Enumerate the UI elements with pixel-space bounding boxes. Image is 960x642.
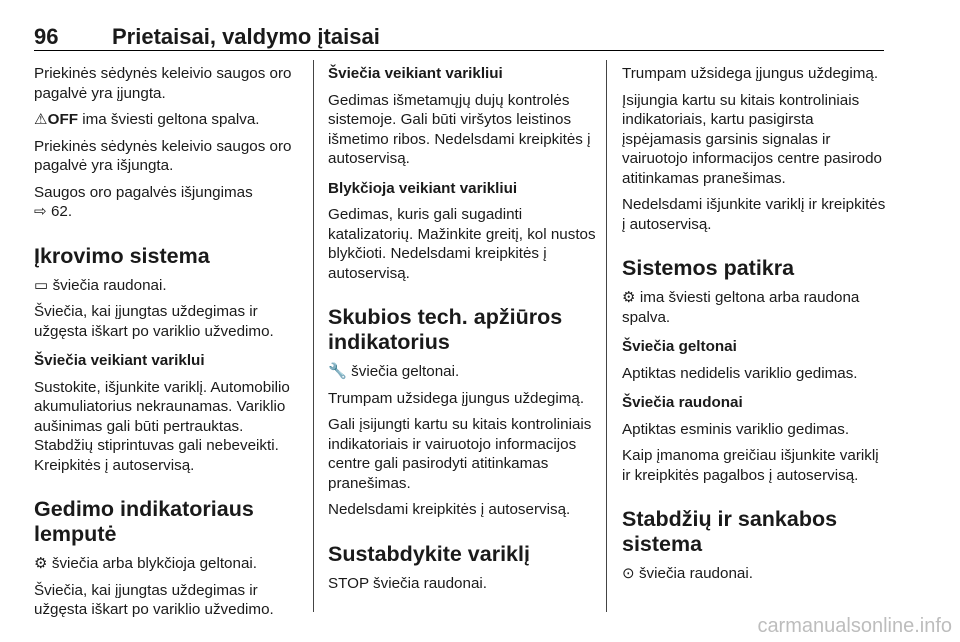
header-divider: [34, 50, 884, 51]
paragraph: Gali įsijungti kartu su kitais kontroliniais indikatoriais ir vairuotojo informacijos centre gali pasirodyti atitinkamas pranešimas.: [328, 416, 592, 492]
paragraph: Nedelsdami išjunkite variklį ir kreipkitės į autoservisą.: [622, 196, 886, 233]
page-reference[interactable]: [34, 202, 304, 222]
arrow-right-icon: ⇨: [34, 203, 47, 220]
section-heading: Gedimo indikatoriaus lemputė: [34, 497, 254, 546]
section-heading: Įkrovimo sistema: [34, 243, 210, 268]
text: šviečia geltonai.: [346, 363, 460, 380]
text: šviečia raudonai.: [48, 276, 167, 294]
paragraph: [622, 288, 886, 327]
subheading: Šviečia raudonai: [622, 394, 743, 411]
paragraph: Sustokite, išjunkite variklį. Automobilio akumuliatorius nekraunamas. Variklio aušinimas gali būti pertrauktas. Stabdžių stiprintuvas gali nebeveikti. Kreipkitės į autoservisą.: [34, 378, 290, 474]
section-heading: Stabdžių ir sankabos sistema: [622, 507, 838, 556]
paragraph: [34, 110, 304, 130]
paragraph: STOP šviečia raudonai.: [328, 574, 487, 592]
engine-icon: ⚙: [34, 555, 48, 572]
paragraph: [328, 362, 598, 382]
paragraph: Saugos oro pagalvės išjungimas: [34, 183, 253, 201]
paragraph: Gedimas, kuris gali sugadinti katalizatorių. Mažinkite greitį, kol nustos blykčioti. Nedelsdami kreipkitės į autoservisą.: [328, 206, 596, 282]
paragraph: Aptiktas nedidelis variklio gedimas.: [622, 364, 858, 382]
section-heading: Skubios tech. apžiūros indikatorius: [328, 305, 563, 354]
paragraph: Šviečia, kai įjungtas uždegimas ir užgęsta iškart po variklio užvedimo.: [34, 303, 274, 340]
text: šviečia arba blykčioja geltonai.: [47, 555, 257, 572]
subheading: Blykčioja veikiant varikliui: [328, 179, 518, 197]
column-3: [622, 64, 886, 591]
paragraph: Aptiktas esminis variklio gedimas.: [622, 420, 850, 438]
off-label: OFF: [47, 111, 78, 128]
subheading: Šviečia veikiant varikliui: [328, 65, 503, 82]
page-title: Prietaisai, valdymo įtaisai: [112, 24, 380, 49]
paragraph: Gedimas išmetamųjų dujų kontrolės sistemoje. Gali būti viršytos leistinos išmetimo ribos. Nedelsdami kreipkitės į autoservisą.: [328, 91, 591, 167]
column-divider-2: [606, 60, 607, 612]
paragraph: [34, 554, 304, 574]
paragraph: Trumpam užsidega įjungus uždegimą.: [622, 65, 879, 82]
column-2: [328, 64, 598, 600]
paragraph: Priekinės sėdynės keleivio saugos oro pagalvė yra išjungta.: [34, 137, 292, 174]
paragraph: [34, 276, 304, 296]
column-1: [34, 64, 304, 627]
page-number: 96: [34, 24, 59, 49]
paragraph: Nedelsdami kreipkitės į autoservisą.: [328, 501, 571, 518]
airbag-off-icon: ⚠: [34, 111, 48, 128]
engine-check-icon: ⚙: [622, 289, 636, 306]
watermark: carmanualsonline.info: [757, 615, 952, 637]
paragraph: Priekinės sėdynės keleivio saugos oro pagalvė yra įjungta.: [34, 65, 292, 102]
text: ima šviesti geltona arba raudona spalva.: [622, 289, 860, 326]
subheading: Šviečia veikiant variklui: [34, 352, 205, 369]
section-heading: Sistemos patikra: [622, 256, 795, 280]
text: šviečia raudonai.: [634, 565, 753, 582]
battery-icon: ▭: [34, 276, 49, 294]
paragraph: Šviečia, kai įjungtas uždegimas ir užgęsta iškart po variklio užvedimo.: [34, 581, 274, 618]
wrench-icon: 🔧: [328, 363, 347, 380]
page-ref-number: 62.: [46, 203, 73, 220]
subheading: Šviečia geltonai: [622, 338, 737, 355]
column-divider-1: [313, 60, 314, 612]
section-heading: Sustabdykite variklį: [328, 541, 530, 566]
paragraph: Įsijungia kartu su kitais kontroliniais indikatoriais, kartu pasigirsta įspėjamasis garsinis signalas ir vairuotojo informacijos centre pasirodo atitinkamas pranešimas.: [622, 91, 883, 187]
brake-icon: ⊙: [622, 565, 635, 582]
paragraph: Kaip įmanoma greičiau išjunkite variklį ir kreipkitės pagalbos į autoservisą.: [622, 447, 879, 484]
text: ima šviesti geltona spalva.: [78, 111, 260, 128]
paragraph: [622, 564, 886, 584]
paragraph: Trumpam užsidega įjungus uždegimą.: [328, 389, 585, 407]
